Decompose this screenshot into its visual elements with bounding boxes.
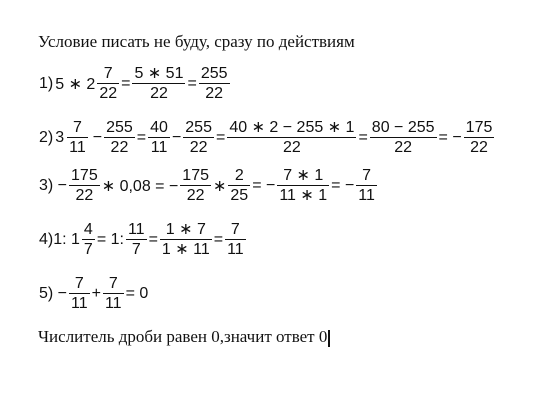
numerator: 175 xyxy=(71,167,98,184)
fraction xyxy=(199,64,230,103)
whole-part: 3 xyxy=(55,128,65,146)
step-5 xyxy=(38,274,149,313)
step-3-multiplier: ∗ 0,08 = − xyxy=(101,177,179,195)
denominator: 1 ∗ 11 xyxy=(161,241,210,258)
denominator: 11 xyxy=(227,241,244,258)
denominator: 22 xyxy=(186,187,205,204)
denominator: 22 xyxy=(75,187,94,204)
equals-sign: = xyxy=(187,74,197,92)
numerator: 255 xyxy=(106,119,133,136)
numerator: 7 xyxy=(103,65,113,82)
numerator: 7 xyxy=(230,221,240,238)
equals-sign: = xyxy=(148,230,158,248)
step-2-label: 2) xyxy=(39,128,54,146)
step-5-result: = 0 xyxy=(125,284,149,302)
step-3-label: 3) − xyxy=(39,176,68,194)
numerator: 40 xyxy=(150,119,168,136)
step-4 xyxy=(38,220,247,259)
conclusion-line xyxy=(38,327,330,347)
numerator: 80 − 255 xyxy=(371,119,435,136)
numerator: 1 ∗ 7 xyxy=(165,221,206,238)
numerator: 7 xyxy=(108,275,118,292)
plus-sign: + xyxy=(91,284,101,302)
denominator: 11 xyxy=(104,295,122,312)
step-4-label: 4)1: 1 xyxy=(39,230,80,248)
equals-minus-sign: = − xyxy=(438,128,462,146)
intro-text: Условие писать не буду, сразу по действиям xyxy=(38,32,355,51)
fraction xyxy=(227,118,356,157)
step-1 xyxy=(38,64,231,103)
denominator: 11 ∗ 1 xyxy=(279,187,328,204)
fraction xyxy=(126,220,147,259)
numerator: 11 xyxy=(127,221,145,238)
minus-sign: − xyxy=(171,128,182,146)
mixed-number xyxy=(55,118,91,157)
equals-sign: = xyxy=(136,128,147,146)
step-3 xyxy=(38,166,378,205)
denominator: 7 xyxy=(83,241,93,258)
denominator: 22 xyxy=(99,85,118,102)
multiply-sign: ∗ xyxy=(213,177,227,195)
fraction xyxy=(183,118,214,157)
equals-sign: = 1: xyxy=(96,230,124,248)
numerator: 255 xyxy=(185,119,212,136)
denominator: 11 xyxy=(358,187,375,204)
numerator: 40 ∗ 2 − 255 ∗ 1 xyxy=(229,119,355,136)
denominator: 11 xyxy=(150,139,168,156)
denominator: 22 xyxy=(394,139,413,156)
denominator: 22 xyxy=(150,85,168,102)
fraction xyxy=(160,220,212,259)
step-2 xyxy=(38,118,495,157)
numerator: 7 xyxy=(72,119,82,136)
numerator: 5 ∗ 51 xyxy=(134,65,184,82)
denominator: 11 xyxy=(69,139,86,156)
fraction xyxy=(104,118,135,157)
fraction xyxy=(103,274,124,313)
equals-sign: = xyxy=(215,128,226,146)
step-5-label: 5) − xyxy=(39,284,68,302)
fraction xyxy=(67,118,88,157)
numerator: 7 ∗ 1 xyxy=(283,167,324,184)
equals-minus-sign: = − xyxy=(331,176,355,194)
minus-sign: − xyxy=(92,128,103,146)
fraction xyxy=(370,118,437,157)
denominator: 7 xyxy=(131,241,141,258)
denominator: 22 xyxy=(110,139,129,156)
fraction xyxy=(228,166,250,205)
fraction xyxy=(69,274,90,313)
fraction xyxy=(180,166,211,205)
fraction xyxy=(82,220,95,259)
conclusion-text: Числитель дроби равен 0,значит ответ 0 xyxy=(38,327,328,346)
numerator: 175 xyxy=(465,119,493,136)
fraction xyxy=(356,166,377,205)
fraction xyxy=(97,64,119,103)
numerator: 2 xyxy=(234,167,244,184)
numerator: 255 xyxy=(200,65,228,82)
numerator: 7 xyxy=(74,275,84,292)
denominator: 22 xyxy=(470,139,488,156)
numerator: 7 xyxy=(362,167,372,184)
text-cursor xyxy=(328,330,330,347)
numerator: 175 xyxy=(182,167,209,184)
numerator: 4 xyxy=(83,221,93,238)
fraction xyxy=(69,166,100,205)
equals-sign: = xyxy=(358,128,368,146)
step-1-label: 1) xyxy=(39,74,54,92)
fraction xyxy=(464,118,495,157)
denominator: 22 xyxy=(282,139,301,156)
step-1-expression: 5 ∗ 2 xyxy=(55,75,96,93)
denominator: 22 xyxy=(205,85,224,102)
fraction xyxy=(132,64,185,103)
fraction xyxy=(148,118,170,157)
equals-sign: = xyxy=(121,74,131,92)
fraction xyxy=(277,166,329,205)
denominator: 25 xyxy=(230,187,249,204)
fraction xyxy=(225,220,246,259)
equals-minus-sign: = − xyxy=(252,176,276,194)
denominator: 22 xyxy=(189,139,208,156)
equals-sign: = xyxy=(213,230,224,248)
denominator: 11 xyxy=(71,295,88,312)
